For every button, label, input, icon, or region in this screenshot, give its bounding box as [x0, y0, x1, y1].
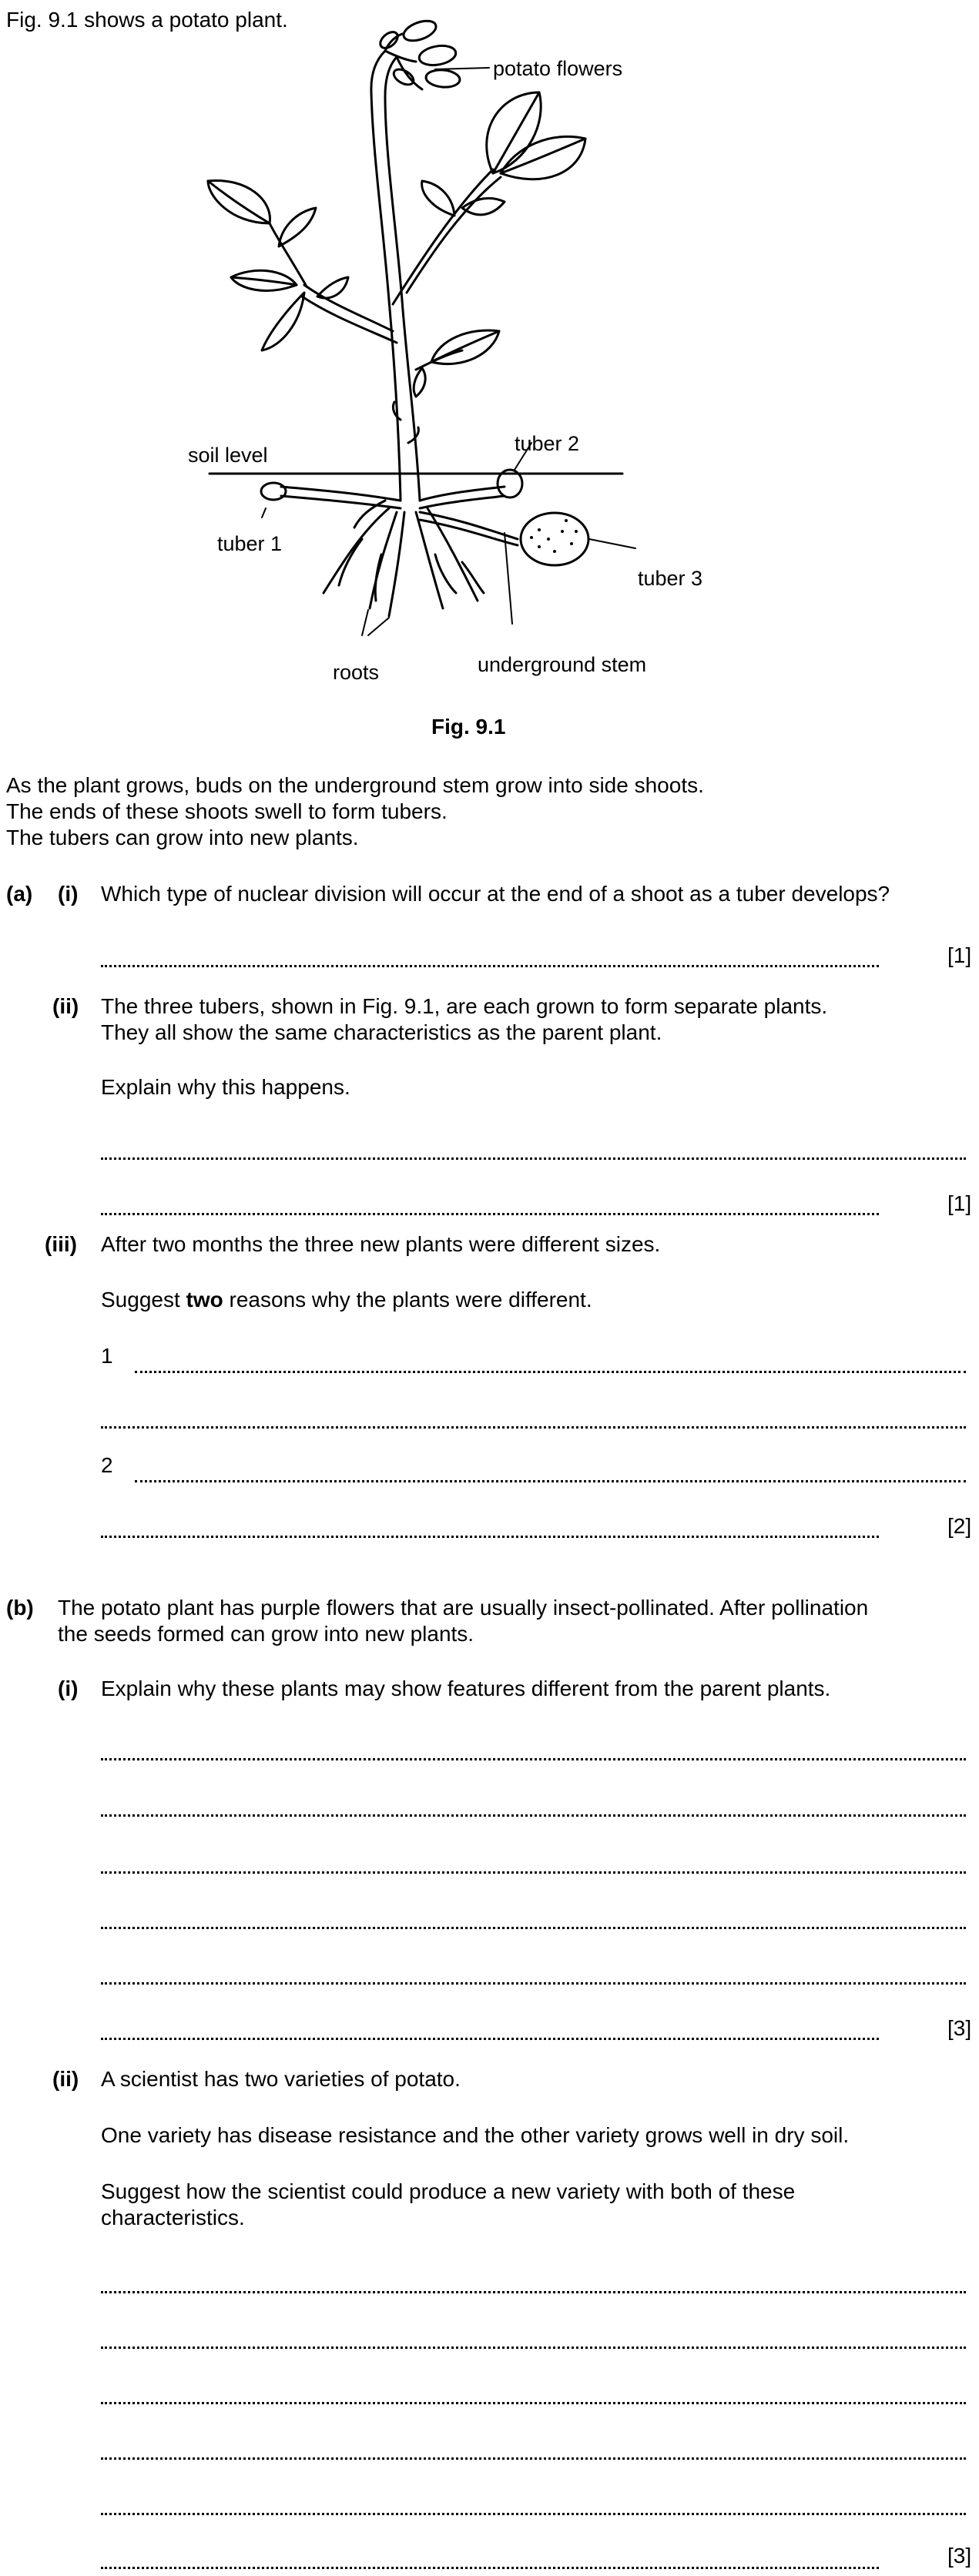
label-soil-level: soil level [188, 444, 268, 467]
part-a-iii-num: (iii) [45, 1232, 77, 1256]
answer-line-a-iii-2a[interactable] [135, 1480, 966, 1482]
part-a-iii-num-1: 1 [101, 1344, 113, 1368]
answer-line-b-i-1[interactable] [101, 1758, 966, 1760]
part-a-i-num: (i) [58, 882, 79, 906]
marks-a-ii: [1] [947, 1191, 972, 1215]
answer-line-a-ii-2[interactable] [101, 1213, 879, 1215]
marks-b-i: [3] [947, 2016, 972, 2040]
answer-line-b-i-6[interactable] [101, 2038, 879, 2040]
part-b-text-2: the seeds formed can grow into new plants. [58, 1622, 474, 1646]
leader-flowers [435, 68, 489, 69]
part-a-ii-text-3: Explain why this happens. [101, 1075, 350, 1099]
part-b-ii-num: (ii) [52, 2067, 79, 2091]
label-tuber-1: tuber 1 [217, 532, 283, 555]
leaf-left-lower [262, 293, 304, 350]
part-a-iii-text-2: Suggest two reasons why the plants were different. [101, 1288, 592, 1311]
answer-line-b-i-2[interactable] [101, 1814, 966, 1817]
marks-a-iii: [2] [947, 1514, 972, 1538]
passage-line-2: The ends of these shoots swell to form tubers. [6, 799, 448, 823]
tuber-3 [521, 513, 588, 565]
leader-stem [505, 533, 512, 624]
leader-roots-1 [362, 610, 368, 635]
answer-line-b-ii-4[interactable] [101, 2457, 966, 2460]
answer-line-b-ii-2[interactable] [101, 2347, 966, 2349]
passage-line-1: As the plant grows, buds on the underground stem grow into side shoots. [6, 773, 704, 797]
part-b-label: (b) [6, 1596, 34, 1620]
marks-b-ii: [3] [947, 2544, 972, 2568]
part-b-i-question: Explain why these plants may show features different from the parent plants. [101, 1677, 831, 1700]
answer-line-b-i-4[interactable] [101, 1927, 966, 1929]
part-b-ii-text-2: One variety has disease resistance and the other variety grows well in dry soil. [101, 2123, 850, 2147]
part-b-ii-text-4: characteristics. [101, 2206, 245, 2229]
answer-line-a-iii-2b[interactable] [101, 1536, 879, 1538]
answer-line-b-ii-5[interactable] [101, 2513, 966, 2515]
figure-caption: Fig. 9.1 [431, 715, 506, 739]
part-a-label: (a) [6, 882, 33, 906]
answer-line-b-ii-6[interactable] [101, 2567, 879, 2569]
answer-line-a-ii-1[interactable] [101, 1157, 966, 1160]
label-tuber-3: tuber 3 [638, 567, 703, 590]
part-a-ii-num: (ii) [52, 994, 79, 1018]
label-tuber-2: tuber 2 [515, 432, 580, 455]
flower-1 [401, 17, 439, 45]
part-b-ii-text-1: A scientist has two varieties of potato. [101, 2067, 461, 2091]
part-a-i-question: Which type of nuclear division will occur at the end of a shoot as a tuber develops? [101, 882, 890, 906]
answer-line-b-i-3[interactable] [101, 1871, 966, 1874]
answer-line-b-ii-3[interactable] [101, 2402, 966, 2404]
part-a-ii-text-1: The three tubers, shown in Fig. 9.1, are each grown to form separate plants. [101, 994, 828, 1018]
potato-plant-figure [0, 0, 979, 693]
answer-line-a-i[interactable] [101, 965, 879, 967]
part-a-ii-text-2: They all show the same characteristics as the parent plant. [101, 1020, 662, 1044]
passage-line-3: The tubers can grow into new plants. [6, 826, 359, 849]
leader-tuber1 [262, 508, 266, 518]
part-b-text-1: The potato plant has purple flowers that are usually insect-pollinated. After pollination [58, 1596, 869, 1620]
label-underground-stem: underground stem [478, 653, 647, 676]
part-a-iii-num-2: 2 [101, 1453, 113, 1477]
answer-line-a-iii-1b[interactable] [101, 1426, 966, 1429]
label-potato-flowers: potato flowers [493, 57, 623, 80]
marks-a-i: [1] [947, 943, 972, 967]
answer-line-a-iii-1a[interactable] [135, 1371, 966, 1373]
leader-roots-2 [368, 618, 389, 635]
part-b-i-num: (i) [58, 1677, 79, 1700]
answer-line-b-i-5[interactable] [101, 1982, 966, 1985]
part-a-iii-text-1: After two months the three new plants were different sizes. [101, 1232, 661, 1256]
leader-tuber3 [589, 539, 635, 548]
tuber-1 [261, 483, 286, 500]
root-1 [324, 508, 389, 593]
answer-line-b-ii-1[interactable] [101, 2291, 966, 2293]
label-roots: roots [333, 661, 380, 684]
part-b-ii-text-3: Suggest how the scientist could produce a new variety with both of these [101, 2179, 796, 2203]
intro-text: Fig. 9.1 shows a potato plant. [6, 8, 288, 32]
